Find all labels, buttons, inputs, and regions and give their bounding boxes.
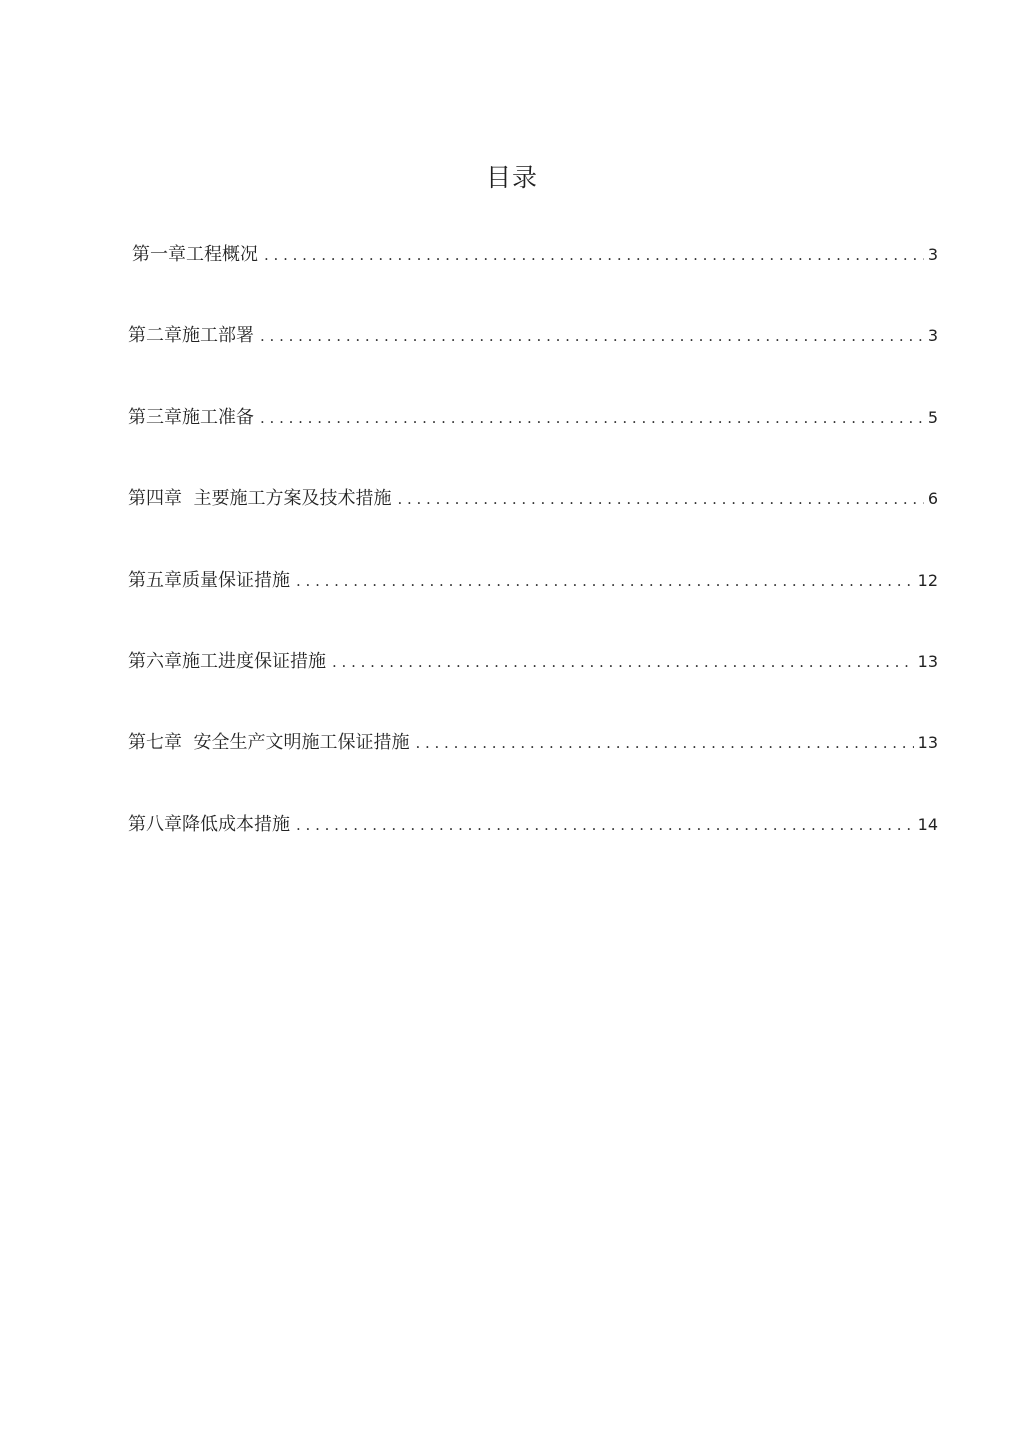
toc-entry-label: 第四章 主要施工方案及技术措施 (128, 488, 392, 510)
toc-leader-dots (332, 647, 914, 677)
toc-entry[interactable] (128, 321, 938, 402)
toc-entry-label: 第五章质量保证措施 (128, 569, 290, 591)
toc-entry-label: 第二章施工部署 (128, 325, 254, 347)
toc-entry-page-number: 14 (917, 814, 938, 834)
toc-leader-dots (296, 810, 914, 840)
toc-entry-label: 第三章施工准备 (128, 406, 254, 428)
toc-leader-dots (296, 566, 914, 596)
toc-entry-page-number: 13 (917, 651, 938, 671)
toc-list (128, 240, 938, 891)
toc-leader-dots (415, 728, 913, 758)
toc-entry[interactable] (128, 647, 938, 728)
toc-entry-page-number: 6 (927, 489, 938, 509)
toc-entry[interactable] (128, 728, 938, 809)
toc-entry-label: 第一章工程概况 (132, 244, 258, 265)
toc-leader-dots (260, 403, 924, 433)
toc-entry[interactable] (128, 484, 938, 565)
toc-entry[interactable] (128, 240, 938, 321)
toc-entry-page-number: 12 (917, 570, 938, 590)
toc-entry[interactable] (128, 403, 938, 484)
toc-leader-dots (397, 484, 923, 514)
toc-entry-label: 第六章施工进度保证措施 (128, 650, 326, 672)
toc-entry[interactable] (128, 810, 938, 891)
toc-entry-page-number: 5 (927, 407, 938, 427)
toc-title: 目录 (485, 163, 538, 192)
toc-entry-page-number: 3 (927, 245, 938, 264)
toc-entry[interactable] (128, 566, 938, 647)
toc-entry-page-number: 3 (927, 326, 938, 346)
toc-leader-dots (260, 321, 924, 351)
toc-entry-label: 第八章降低成本措施 (128, 813, 290, 835)
toc-leader-dots (264, 240, 924, 270)
toc-entry-label: 第七章 安全生产文明施工保证措施 (128, 732, 410, 754)
toc-entry-page-number: 13 (917, 733, 938, 753)
